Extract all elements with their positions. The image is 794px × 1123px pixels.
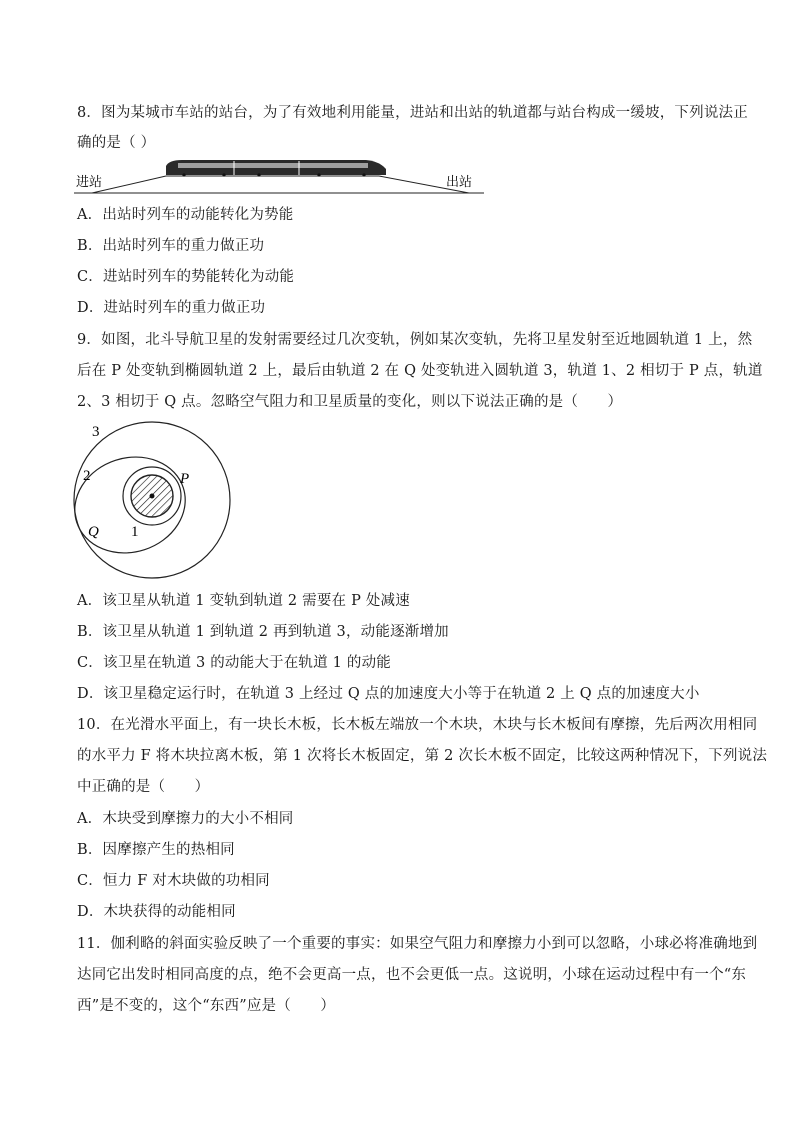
label-orbit-2: 2 bbox=[83, 468, 91, 484]
label-enter-station: 进站 bbox=[76, 174, 103, 189]
q10-option-d: D．木块获得的动能相同 bbox=[77, 904, 236, 920]
q10-option-a: A．木块受到摩擦力的大小不相同 bbox=[77, 811, 294, 827]
q10-option-c: C．恒力 F 对木块做的功相同 bbox=[77, 873, 270, 889]
q9-option-c: C．该卫星在轨道 3 的动能大于在轨道 1 的动能 bbox=[77, 655, 391, 671]
q8-stem-line-2: 确的是（ ） bbox=[77, 135, 156, 151]
q10-stem-line-2: 的水平力 F 将木块拉离木板，第 1 次将长木板固定，第 2 次长木板不固定，比较这两种情况下，下列说法 bbox=[77, 748, 768, 764]
q10-stem-line-1: 10．在光滑水平面上，有一块长木板，长木板左端放一个木块，木块与长木板间有摩擦，先后两次用相同 bbox=[77, 717, 758, 733]
q9-option-d: D．该卫星稳定运行时，在轨道 3 上经过 Q 点的加速度大小等于在轨道 2 上 Q 点的加速度大小 bbox=[77, 686, 700, 702]
q9-stem-line-3: 2、3 相切于 Q 点。忽略空气阻力和卫星质量的变化，则以下说法正确的是（ ） bbox=[77, 394, 623, 410]
label-point-p: P bbox=[180, 471, 190, 487]
label-point-q: Q bbox=[88, 524, 99, 540]
q8-option-a: A．出站时列车的动能转化为势能 bbox=[77, 207, 294, 223]
q11-stem-line-1: 11．伽利略的斜面实验反映了一个重要的事实：如果空气阻力和摩擦力小到可以忽略，小球必将准确地到 bbox=[77, 936, 758, 952]
q8-option-c: C．进站时列车的势能转化为动能 bbox=[77, 269, 295, 285]
q9-option-b: B．该卫星从轨道 1 到轨道 2 再到轨道 3，动能逐渐增加 bbox=[77, 624, 449, 640]
q9-stem-line-2: 后在 P 处变轨到椭圆轨道 2 上，最后由轨道 2 在 Q 处变轨进入圆轨道 3，轨道 1、2 相切于 P 点，轨道 bbox=[77, 363, 763, 379]
q9-stem-line-1: 9．如图，北斗导航卫星的发射需要经过几次变轨，例如某次变轨，先将卫星发射至近地圆轨道 1 上，然 bbox=[77, 332, 753, 348]
q11-stem-line-3: 西”是不变的，这个“东西”应是（ ） bbox=[77, 998, 336, 1014]
q9-option-a: A．该卫星从轨道 1 变轨到轨道 2 需要在 P 处减速 bbox=[77, 593, 410, 609]
label-exit-station: 出站 bbox=[446, 174, 473, 189]
q8-option-b: B．出站时列车的重力做正功 bbox=[77, 238, 265, 254]
q10-stem-line-3: 中正确的是（ ） bbox=[77, 779, 210, 795]
q8-option-d: D．进站时列车的重力做正功 bbox=[77, 300, 266, 316]
q11-stem-line-2: 达同它出发时相同高度的点，绝不会更高一点，也不会更低一点。这说明，小球在运动过程中有一个“东 bbox=[77, 967, 747, 983]
label-orbit-3: 3 bbox=[92, 424, 100, 440]
q8-stem-line-1: 8．图为某城市车站的站台，为了有效地利用能量，进站和出站的轨道都与站台构成一缓坡，下列说法正 bbox=[77, 105, 748, 121]
label-orbit-1: 1 bbox=[131, 524, 139, 540]
orbit-2-ellipse bbox=[66, 443, 198, 567]
train-icon bbox=[166, 160, 386, 177]
q10-option-b: B．因摩擦产生的热相同 bbox=[77, 842, 235, 858]
orbit-diagram bbox=[66, 418, 236, 582]
station-platform-figure bbox=[74, 155, 484, 197]
